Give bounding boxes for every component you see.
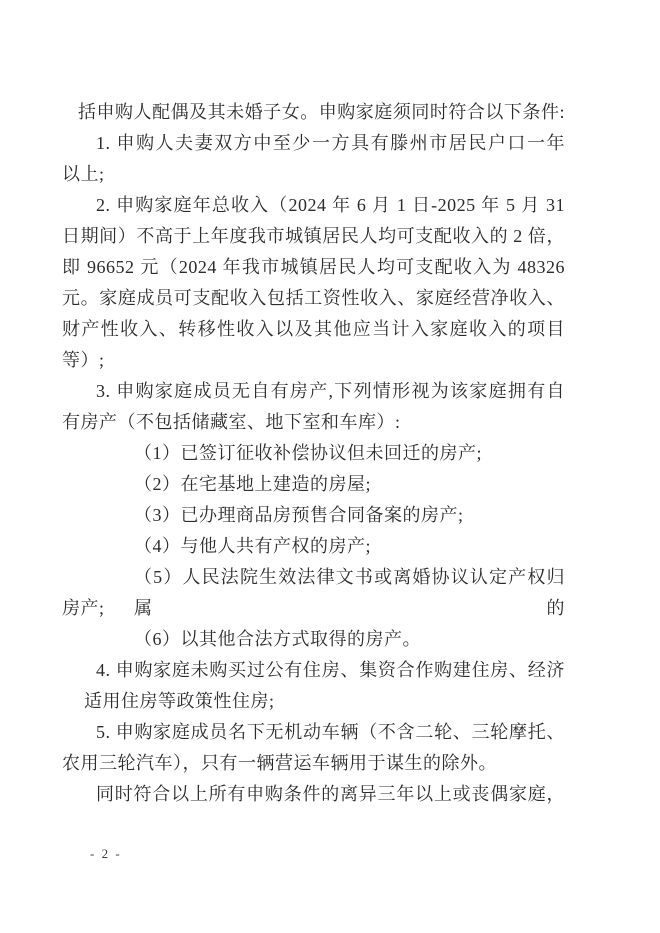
text-line: 以上; [62,164,105,184]
text-line: 即 96652 元（2024 年我市城镇居民人均可支配收入为 48326 [62,257,565,277]
text-line: 财产性收入、转移性收入以及其他应当计入家庭收入的项目 [62,319,565,339]
text-line: 3. 申购家庭成员无自有房产,下列情形视为该家庭拥有自 [96,381,565,401]
text-line: 5. 申购家庭成员名下无机动车辆（不含二轮、三轮摩托、 [96,722,565,742]
text-line: （2）在宅基地上建造的房屋; [134,474,371,494]
text-line: （6）以其他合法方式取得的房产。 [134,629,421,649]
text-line: 房产; [62,598,105,618]
text-line: 1. 申购人夫妻双方中至少一方具有滕州市居民户口一年 [96,133,565,153]
text-line: 元。家庭成员可支配收入包括工资性收入、家庭经营净收入、 [62,288,565,308]
text-line: 4. 申购家庭未购买过公有住房、集资合作购建住房、经济 [96,660,565,680]
text-line: 同时符合以上所有申购条件的离异三年以上或丧偶家庭， [96,784,565,804]
text-line: 适用住房等政策性住房; [84,691,275,711]
text-line: 有房产（不包括储藏室、地下室和车库）: [62,412,401,432]
text-line: 农用三轮汽车），只有一辆营运车辆用于谋生的除外。 [62,753,497,773]
text-line: 2. 申购家庭年总收入（2024 年 6 月 1 日-2025 年 5 月 31 [96,195,565,215]
text-line: 括申购人配偶及其未婚子女。申购家庭须同时符合以下条件: [78,102,565,122]
page-number: - 2 - [90,846,122,861]
text-line: （1）已签订征收补偿协议但未回迁的房产; [134,443,482,463]
document-text-block [62,97,565,810]
text-line: 日期间）不高于上年度我市城镇居民人均可支配收入的 2 倍， [62,226,565,246]
text-line: （3）已办理商品房预售合同备案的房产; [134,505,464,525]
text-line: （4）与他人共有产权的房产; [134,536,371,556]
text-line: 等）; [62,350,105,370]
text-line: （5）人民法院生效法律文书或离婚协议认定产权归属的 [134,567,565,618]
